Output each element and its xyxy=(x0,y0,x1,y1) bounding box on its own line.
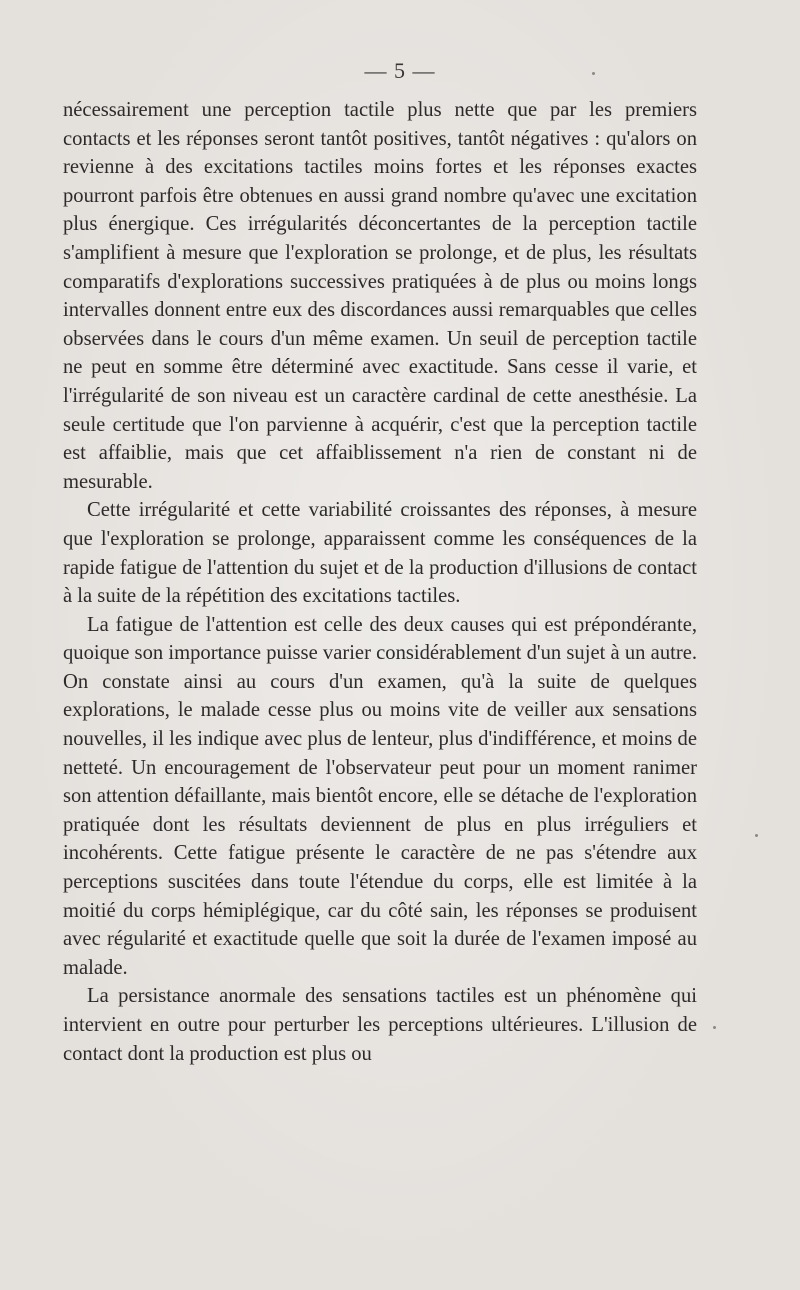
paper-speck xyxy=(755,834,758,837)
paper-speck xyxy=(592,72,595,75)
paragraph-fatigue: La fatigue de l'attention est celle des deux causes qui est prépondérante, quoique son importance puisse varier considérablement d'un sujet à un autre. On constate ainsi au cours d'un examen, qu'à la suite de quelques explorations, le malade cesse plus ou moins vite de veiller aux sensations nouvelles, il les indique avec plus de lenteur, plus d'indifférence, et moins de netteté. Un encouragement de l'observateur peut pour un moment ranimer son attention défaillante, mais bientôt encore, elle se détache de l'exploration pratiquée dont les résultats deviennent de plus en plus irréguliers et incohérents. Cette fatigue présente le caractère de ne pas s'étendre aux perceptions suscitées dans toute l'étendue du corps, elle est limitée à la moitié du corps hémiplégique, car du côté sain, les réponses se produisent avec régularité et exactitude quelle que soit la durée de l'examen imposé au malade. xyxy=(63,613,697,979)
page-number: — 5 — xyxy=(364,58,436,83)
paper-speck xyxy=(713,1026,716,1029)
body-text xyxy=(63,96,697,1068)
paragraph-persistance: La persistance anormale des sensations tactiles est un phénomène qui intervient en outre pour perturber les perceptions ultérieures. L'illusion de contact dont la production est plus ou xyxy=(63,985,697,1065)
paragraph-continuation: nécessairement une perception tactile plus nette que par les premiers contacts et les réponses seront tantôt positives, tantôt négatives : qu'alors on revienne à des excitations tactiles moins fortes et les réponses exactes pourront parfois être obtenues en aussi grand nombre qu'avec une excitation plus énergique. Ces irrégularités déconcertantes de la perception tactile s'amplifient à mesure que l'exploration se prolonge, et de plus, les résultats comparatifs d'explorations successives pratiquées à de plus ou moins longs intervalles donnent entre eux des discordances aussi remarquables que celles observées dans le cours d'un même examen. Un seuil de perception tactile ne peut en somme être déterminé avec exactitude. Sans cesse il varie, et l'irrégularité de son niveau est un caractère cardinal de cette anesthésie. La seule certitude que l'on parvienne à acquérir, c'est que la perception tactile est affaiblie, mais que cet affaiblissement n'a rien de constant ni de mesurable. xyxy=(63,99,697,493)
paragraph-irregularite: Cette irrégularité et cette variabilité croissantes des réponses, à mesure que l'exploration se prolonge, apparaissent comme les conséquences de la rapide fatigue de l'attention du sujet et de la production d'illusions de contact à la suite de la répétition des excitations tactiles. xyxy=(63,499,697,608)
